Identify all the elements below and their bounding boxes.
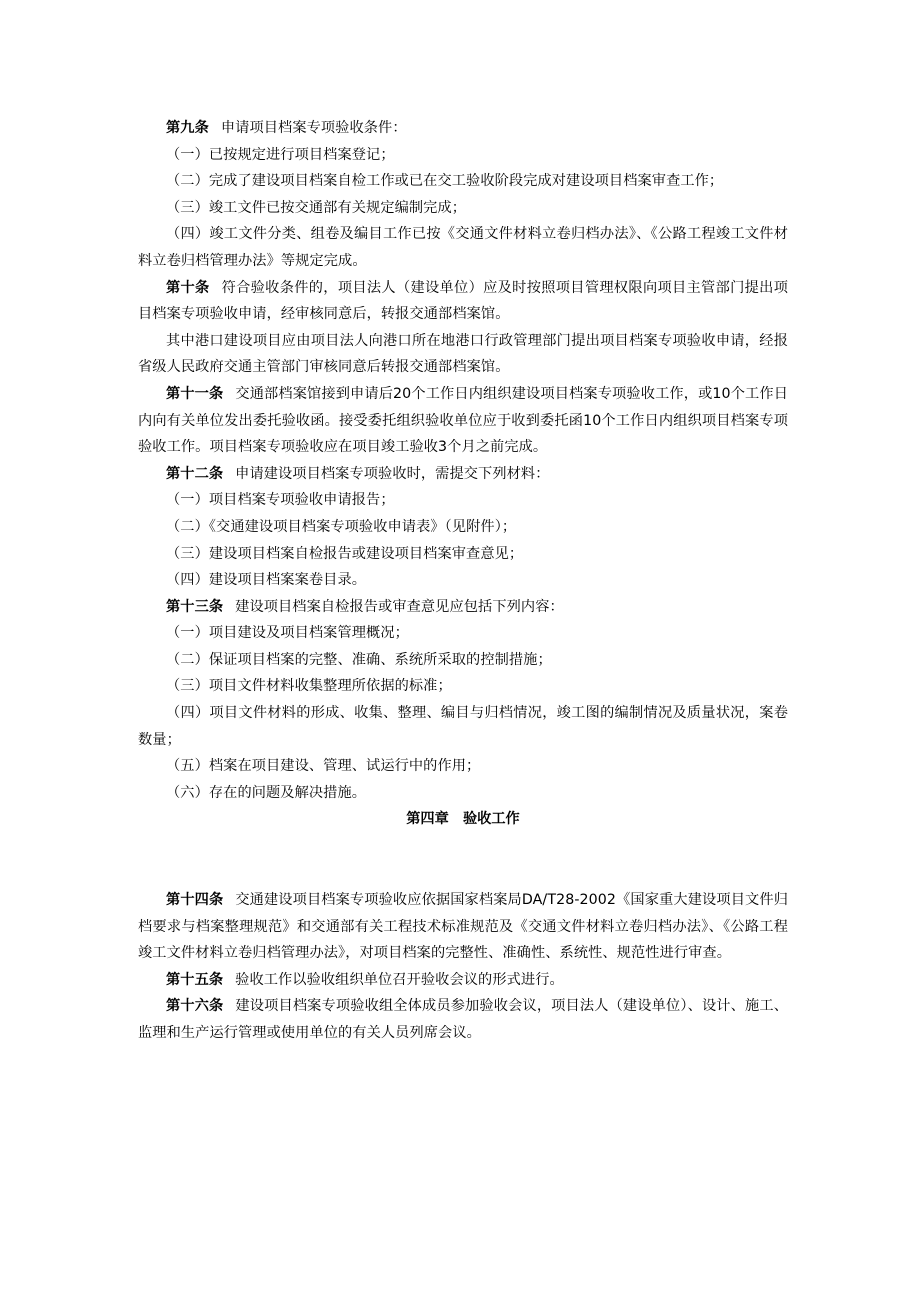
list-item — [138, 567, 788, 594]
paragraph-text: （五）档案在项目建设、管理、试运行中的作用； — [166, 758, 481, 775]
paragraph-text: （三）竣工文件已按交通部有关规定编制完成； — [166, 199, 467, 216]
list-item — [138, 753, 788, 780]
paragraph-text: 验收工作以验收组织单位召开验收会议的形式进行。 — [235, 971, 564, 988]
paragraph-text: （二）《交通建设项目档案专项验收申请表》（见附件）； — [166, 518, 517, 535]
list-item — [138, 142, 788, 169]
paragraph-text: 申请建设项目档案专项验收时，需提交下列材料： — [235, 465, 550, 482]
article-paragraph — [138, 967, 788, 994]
article-paragraph — [138, 993, 788, 1046]
paragraph-text: （二）保证项目档案的完整、准确、系统所采取的控制措施； — [166, 651, 552, 668]
list-item — [138, 647, 788, 674]
article-number: 第十四条 — [166, 892, 224, 909]
section-part-a — [138, 115, 788, 806]
paragraph-text: （三）项目文件材料收集整理所依据的标准； — [166, 678, 452, 695]
paragraph-text: （三）建设项目档案自检报告或建设项目档案审查意见； — [166, 545, 524, 562]
paragraph-text: 符合验收条件的，项目法人（建设单位）应及时按照项目管理权限向项目主管部门提出项目档案专项验收申请，经审核同意后，转报交通部档案馆。 — [138, 279, 788, 323]
paragraph-text: （六）存在的问题及解决措施。 — [166, 784, 367, 801]
list-item — [138, 620, 788, 647]
paragraph-text: 其中港口建设项目应由项目法人向港口所在地港口行政管理部门提出项目档案专项验收申请，经报省级人民政府交通主管部门审核同意后转报交通部档案馆。 — [138, 332, 788, 376]
list-item — [138, 541, 788, 568]
paragraph-text: 建设项目档案专项验收组全体成员参加验收会议，项目法人（建设单位）、设计、施工、监理和生产运行管理或使用单位的有关人员列席会议。 — [138, 998, 788, 1041]
list-item — [138, 700, 788, 753]
paragraph-text: 交通建设项目档案专项验收应依据国家档案局DA/T28-2002《国家重大建设项目文件归档要求与档案整理规范》和交通部有关工程技术标准规范及《交通文件材料立卷归档办法》、《公路工程竣工文件材料立卷归档管理办法》，对项目档案的完整性、准确性、系统性、规范性进行审查。 — [138, 892, 788, 962]
article-paragraph — [138, 115, 788, 142]
list-item — [138, 673, 788, 700]
article-paragraph — [138, 275, 788, 328]
list-item — [138, 195, 788, 222]
article-number: 第十六条 — [166, 998, 224, 1015]
list-item — [138, 221, 788, 274]
article-paragraph — [138, 461, 788, 488]
paragraph-text: （四）竣工文件分类、组卷及编目工作已按《交通文件材料立卷归档办法》、《公路工程竣工文件材料立卷归档管理办法》等规定完成。 — [138, 226, 788, 269]
article-number: 第十三条 — [166, 598, 224, 615]
article-number: 第十五条 — [166, 971, 224, 988]
list-item — [138, 514, 788, 541]
article-paragraph — [138, 887, 788, 967]
paragraph-text: 建设项目档案自检报告或审查意见应包括下列内容： — [235, 598, 564, 615]
article-paragraph — [138, 594, 788, 621]
paragraph-text: （一）已按规定进行项目档案登记； — [166, 146, 395, 163]
article-number: 第十二条 — [166, 465, 224, 482]
paragraph-text: （一）项目建设及项目档案管理概况； — [166, 625, 409, 642]
article-paragraph — [138, 381, 788, 461]
article-number: 第十条 — [166, 279, 210, 296]
paragraph-text: 申请项目档案专项验收条件： — [220, 120, 407, 136]
article-number: 第九条 — [166, 120, 209, 136]
paragraph-text: （四）项目文件材料的形成、收集、整理、编目与归档情况，竣工图的编制情况及质量状况，案卷数量； — [138, 705, 788, 748]
chapter-spacing — [138, 833, 788, 887]
chapter-heading: 第四章 验收工作 — [406, 811, 520, 828]
list-item — [138, 780, 788, 807]
paragraph-text: （四）建设项目档案案卷目录。 — [166, 572, 367, 589]
list-item — [138, 168, 788, 195]
paragraph-text: （二）完成了建设项目档案自检工作或已在交工验收阶段完成对建设项目档案审查工作； — [166, 173, 724, 190]
list-item — [138, 487, 788, 514]
paragraph-text: （一）项目档案专项验收申请报告； — [166, 492, 395, 509]
paragraph-text: 交通部档案馆接到申请后20个工作日内组织建设项目档案专项验收工作，或10个工作日内向有关单位发出委托验收函。接受委托组织验收单位应于收到委托函10个工作日内组织项目档案专项验收工作。项目档案专项验收应在项目竣工验收3个月之前完成。 — [138, 385, 789, 456]
article-number: 第十一条 — [166, 385, 224, 402]
section-part-b — [138, 887, 788, 1047]
list-item — [138, 328, 788, 381]
